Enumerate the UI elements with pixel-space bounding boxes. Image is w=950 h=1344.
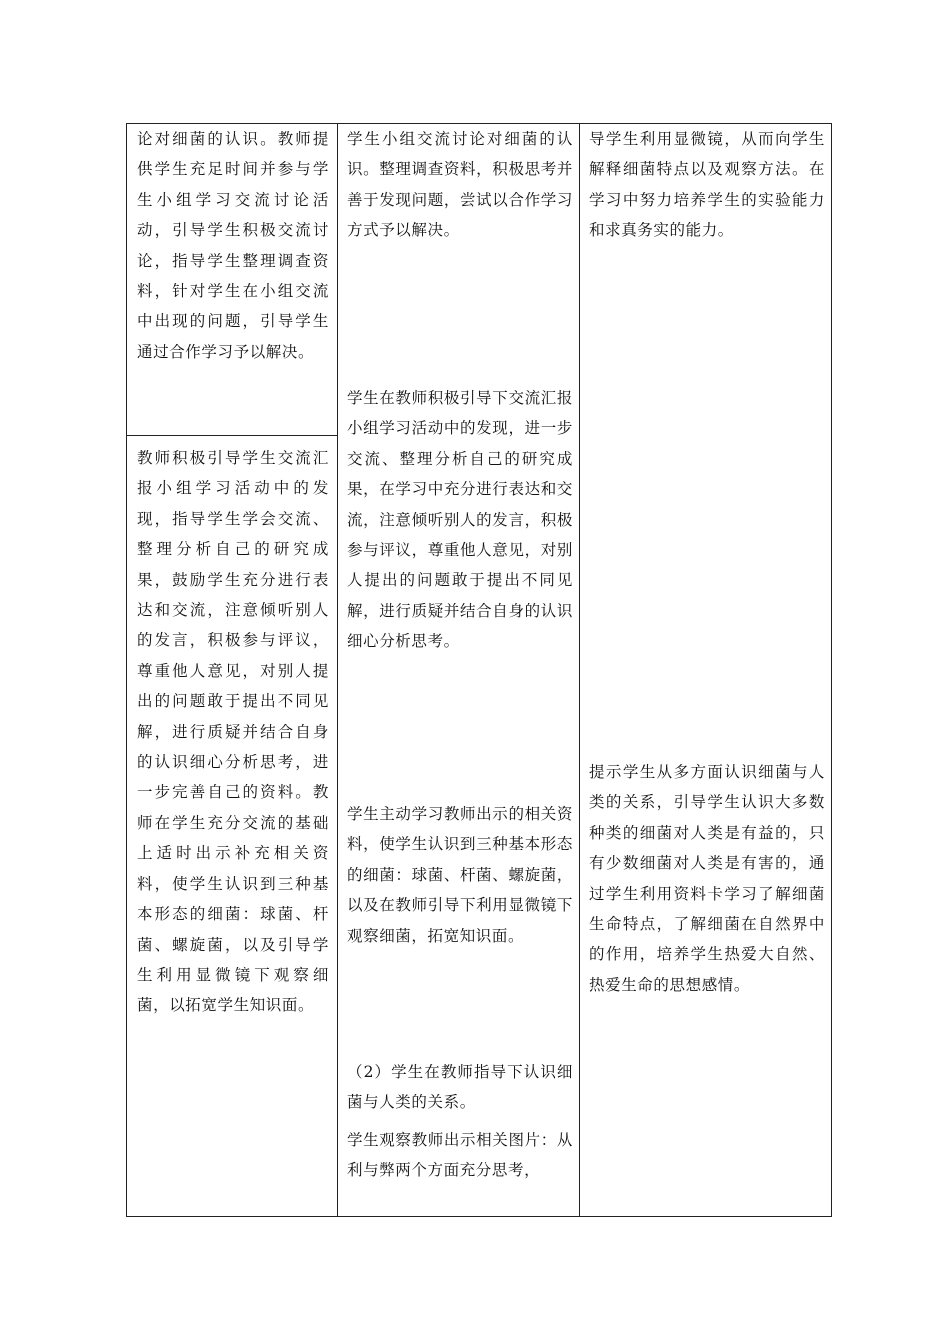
col2-block2: 学生在教师积极引导下交流汇报小组学习活动中的发现，进一步交流、整理分析自己的研究成果，在学习中充分进行表达和交流，注意倾听别人的发言，积极参与评议，尊重他人意见，对别人提出的问题敢于提出不同见解，进行质疑并结合自身的认识细心分析思考。 (347, 389, 573, 651)
col1-block1: 论对细菌的认识。教师提供学生充足时间并参与学生小组学习交流讨论活动，引导学生积极交流讨论，指导学生整理调查资料，针对学生在小组交流中出现的问题，引导学生通过合作学习予以解决。 (137, 130, 329, 361)
lesson-table (126, 123, 832, 1217)
col3-block2: 提示学生从多方面认识细菌与人类的关系，引导学生认识大多数种类的细菌对人类是有益的，只有少数细菌对人类是有害的，通过学生利用资料卡学习了解细菌生命特点，了解细菌在自然界中的作用，培养学生热爱大自然、热爱生命的思想感情。 (589, 763, 825, 994)
column-divider (579, 124, 580, 1216)
col2-block1: 学生小组交流讨论对细菌的认识。整理调查资料，积极思考并善于发现问题，尝试以合作学习方式予以解决。 (347, 130, 573, 240)
col2-block3: 学生主动学习教师出示的相关资料，使学生认识到三种基本形态的细菌：球菌、杆菌、螺旋菌，以及在教师引导下利用显微镜下观察细菌，拓宽知识面。 (347, 805, 573, 945)
col2-block5: 学生观察教师出示相关图片：从利与弊两个方面充分思考， (347, 1131, 573, 1180)
row-divider (127, 435, 338, 436)
col2-block4: （2）学生在教师指导下认识细菌与人类的关系。 (347, 1063, 573, 1112)
col1-block2: 教师积极引导学生交流汇报小组学习活动中的发现，指导学生学会交流、整理分析自己的研究成果，鼓励学生充分进行表达和交流，注意倾听别人的发言，积极参与评议，尊重他人意见，对别人提出的问题敢于提出不同见解，进行质疑并结合自身的认识细心分析思考，进一步完善自己的资料。教师在学生充分交流的基础上适时出示补充相关资料，使学生认识到三种基本形态的细菌：球菌、杆菌、螺旋菌，以及引导学生利用显微镜下观察细菌，以拓宽学生知识面。 (137, 449, 329, 1015)
col3-block1: 导学生利用显微镜，从而向学生解释细菌特点以及观察方法。在学习中努力培养学生的实验能力和求真务实的能力。 (589, 130, 825, 240)
column-divider (337, 124, 338, 1216)
